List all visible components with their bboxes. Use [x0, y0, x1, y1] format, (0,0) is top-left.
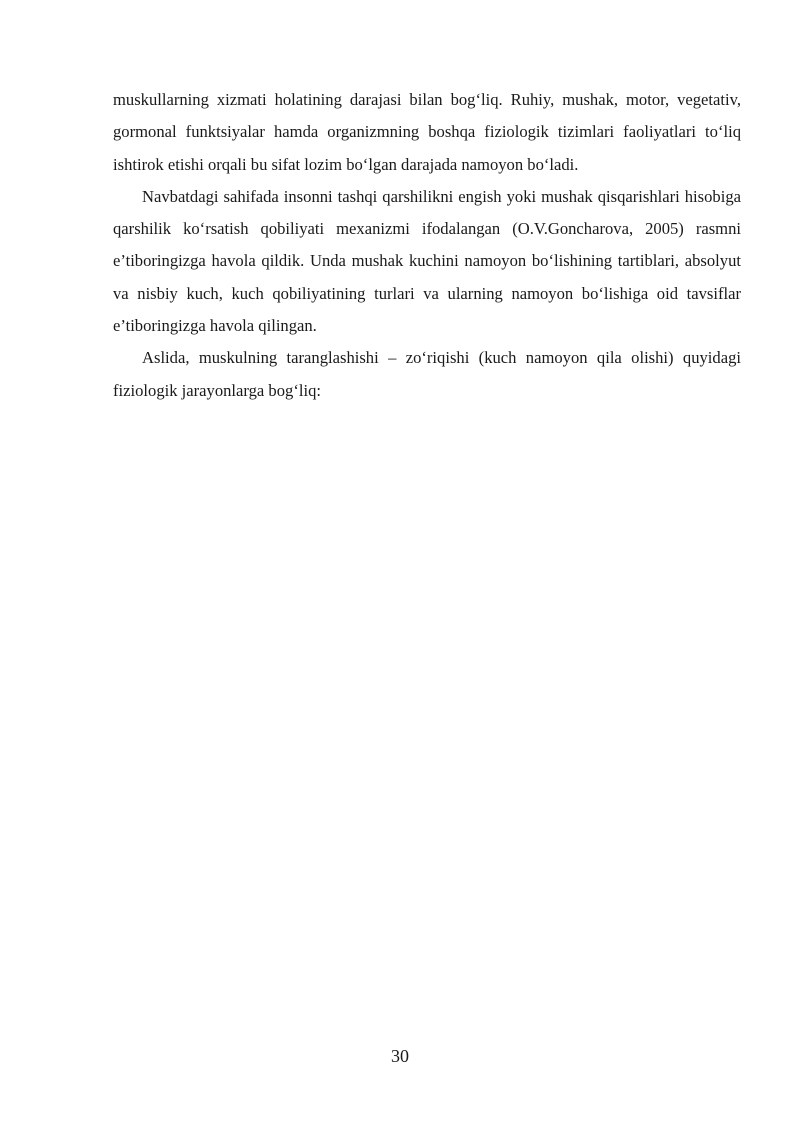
- body-text: [113, 84, 741, 407]
- paragraph-continuation: muskullarning xizmati holatining darajasi bilan bog‘liq. Ruhiy, mushak, motor, vegetativ, gormonal funktsiyalar hamda organizmning boshqa fiziologik tizimlari faoliyatlari to‘liq ishtirok etishi orqali bu sifat lozim bo‘lgan darajada namoyon bo‘ladi.: [113, 90, 741, 174]
- page-number: 30: [391, 1046, 409, 1066]
- paragraph-muscle-tension: Aslida, muskulning taranglashishi – zo‘riqishi (kuch namoyon qila olishi) quyidagi fiziologik jarayonlarga bog‘liq:: [113, 348, 741, 400]
- paragraph-figure-reference: Navbatdagi sahifada insonni tashqi qarshilikni engish yoki mushak qisqarishlari hisobiga qarshilik ko‘rsatish qobiliyati mexanizmi ifodalangan (O.V.Goncharova, 2005) rasmni e’tiboringizga havola qildik. Unda mushak kuchini namoyon bo‘lishining tartiblari, absolyut va nisbiy kuch, kuch qobiliyatining turlari va ularning namoyon bo‘lishiga oid tavsiflar e’tiboringizga havola qilingan.: [113, 186, 741, 336]
